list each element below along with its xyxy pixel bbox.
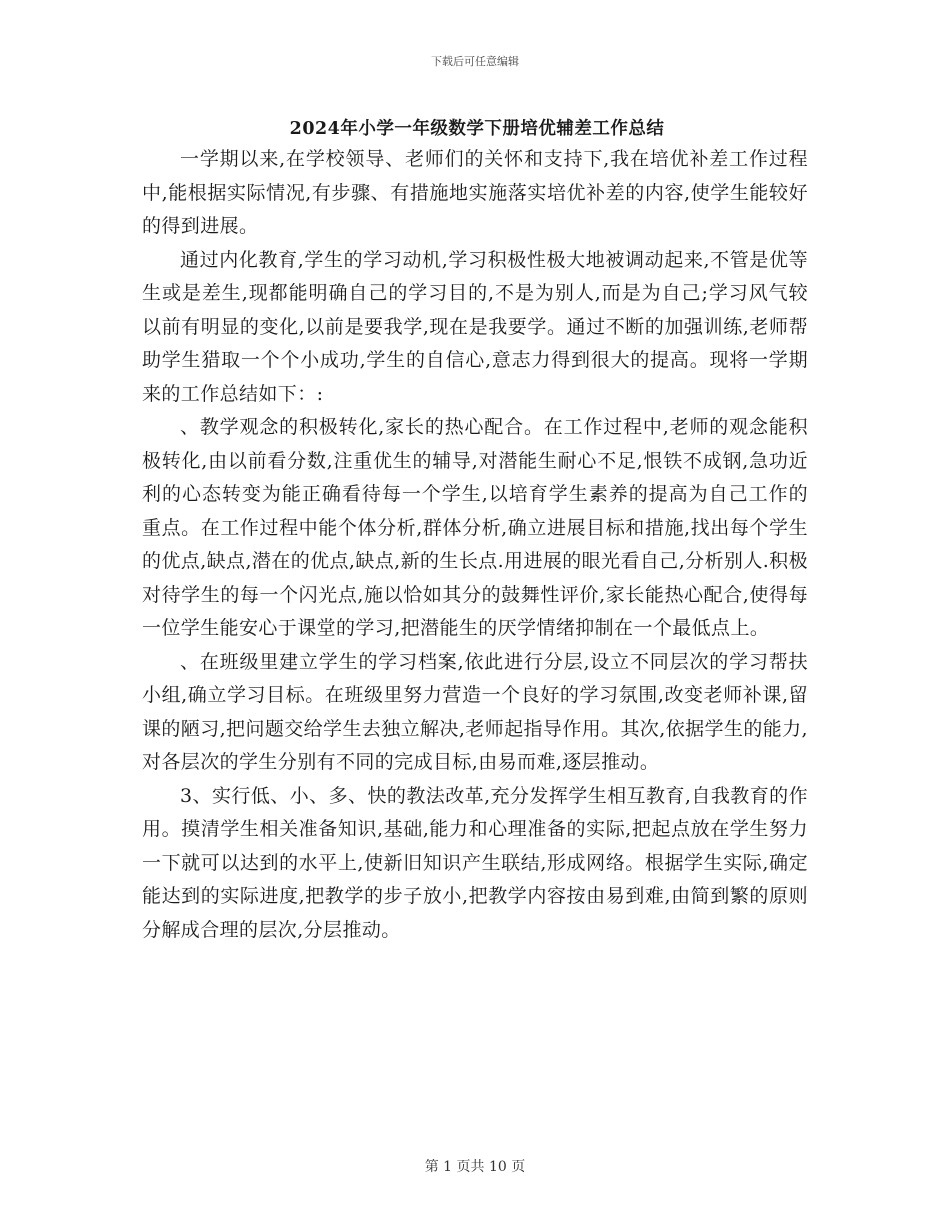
- paragraph-intro: 一学期以来,在学校领导、老师们的关怀和支持下,我在培优补差工作过程中,能根据实际情况,有步骤、有措施地实施落实培优补差的内容,使学生能较好的得到进展。: [142, 148, 808, 237]
- paragraph-section-3: 3、实行低、小、多、快的教法改革,充分发挥学生相互教育,自我教育的作用。摸清学生相关准备知识,基础,能力和心理准备的实际,把起点放在学生努力一下就可以达到的水平上,使新旧知识产生联结,形成网络。根据学生实际,确定能达到的实际进度,把教学的步子放小,把教学内容按由易到难,由简到繁的原则分解成合理的层次,分层推动。: [142, 784, 808, 941]
- paragraph-section-1: 、教学观念的积极转化,家长的热心配合。在工作过程中,老师的观念能积极转化,由以前看分数,注重优生的辅导,对潜能生耐心不足,恨铁不成钢,急功近利的心态转变为能正确看待每一个学生,以培育学生素养的提高为自己工作的重点。在工作过程中能个体分析,群体分析,确立进展目标和措施,找出每个学生的优点,缺点,潜在的优点,缺点,新的生长点.用进展的眼光看自己,分析别人.积极对待学生的每一个闪光点,施以恰如其分的鼓舞性评价,家长能热心配合,使得每一位学生能安心于课堂的学习,把潜能生的厌学情绪抑制在一个最低点上。: [142, 416, 808, 639]
- document-body: [142, 143, 808, 947]
- page-header-note: 下载后可任意编辑: [431, 55, 519, 68]
- paragraph-overview: 通过内化教育,学生的学习动机,学习积极性极大地被调动起来,不管是优等生或是差生,现都能明确自己的学习目的,不是为别人,而是为自己;学习风气较以前有明显的变化,以前是要我学,现在是我要学。通过不断的加强训练,老师帮助学生猎取一个个小成功,学生的自信心,意志力得到很大的提高。现将一学期来的工作总结如下：:: [142, 248, 808, 405]
- paragraph-section-2: 、在班级里建立学生的学习档案,依此进行分层,设立不同层次的学习帮扶小组,确立学习目标。在班级里努力营造一个良好的学习氛围,改变老师补课,留课的陋习,把问题交给学生去独立解决,老师起指导作用。其次,依据学生的能力,对各层次的学生分别有不同的完成目标,由易而难,逐层推动。: [142, 650, 808, 773]
- page-number: 第 1 页共 10 页: [424, 1159, 526, 1175]
- document-title: 2024年小学一年级数学下册培优辅差工作总结: [289, 119, 665, 139]
